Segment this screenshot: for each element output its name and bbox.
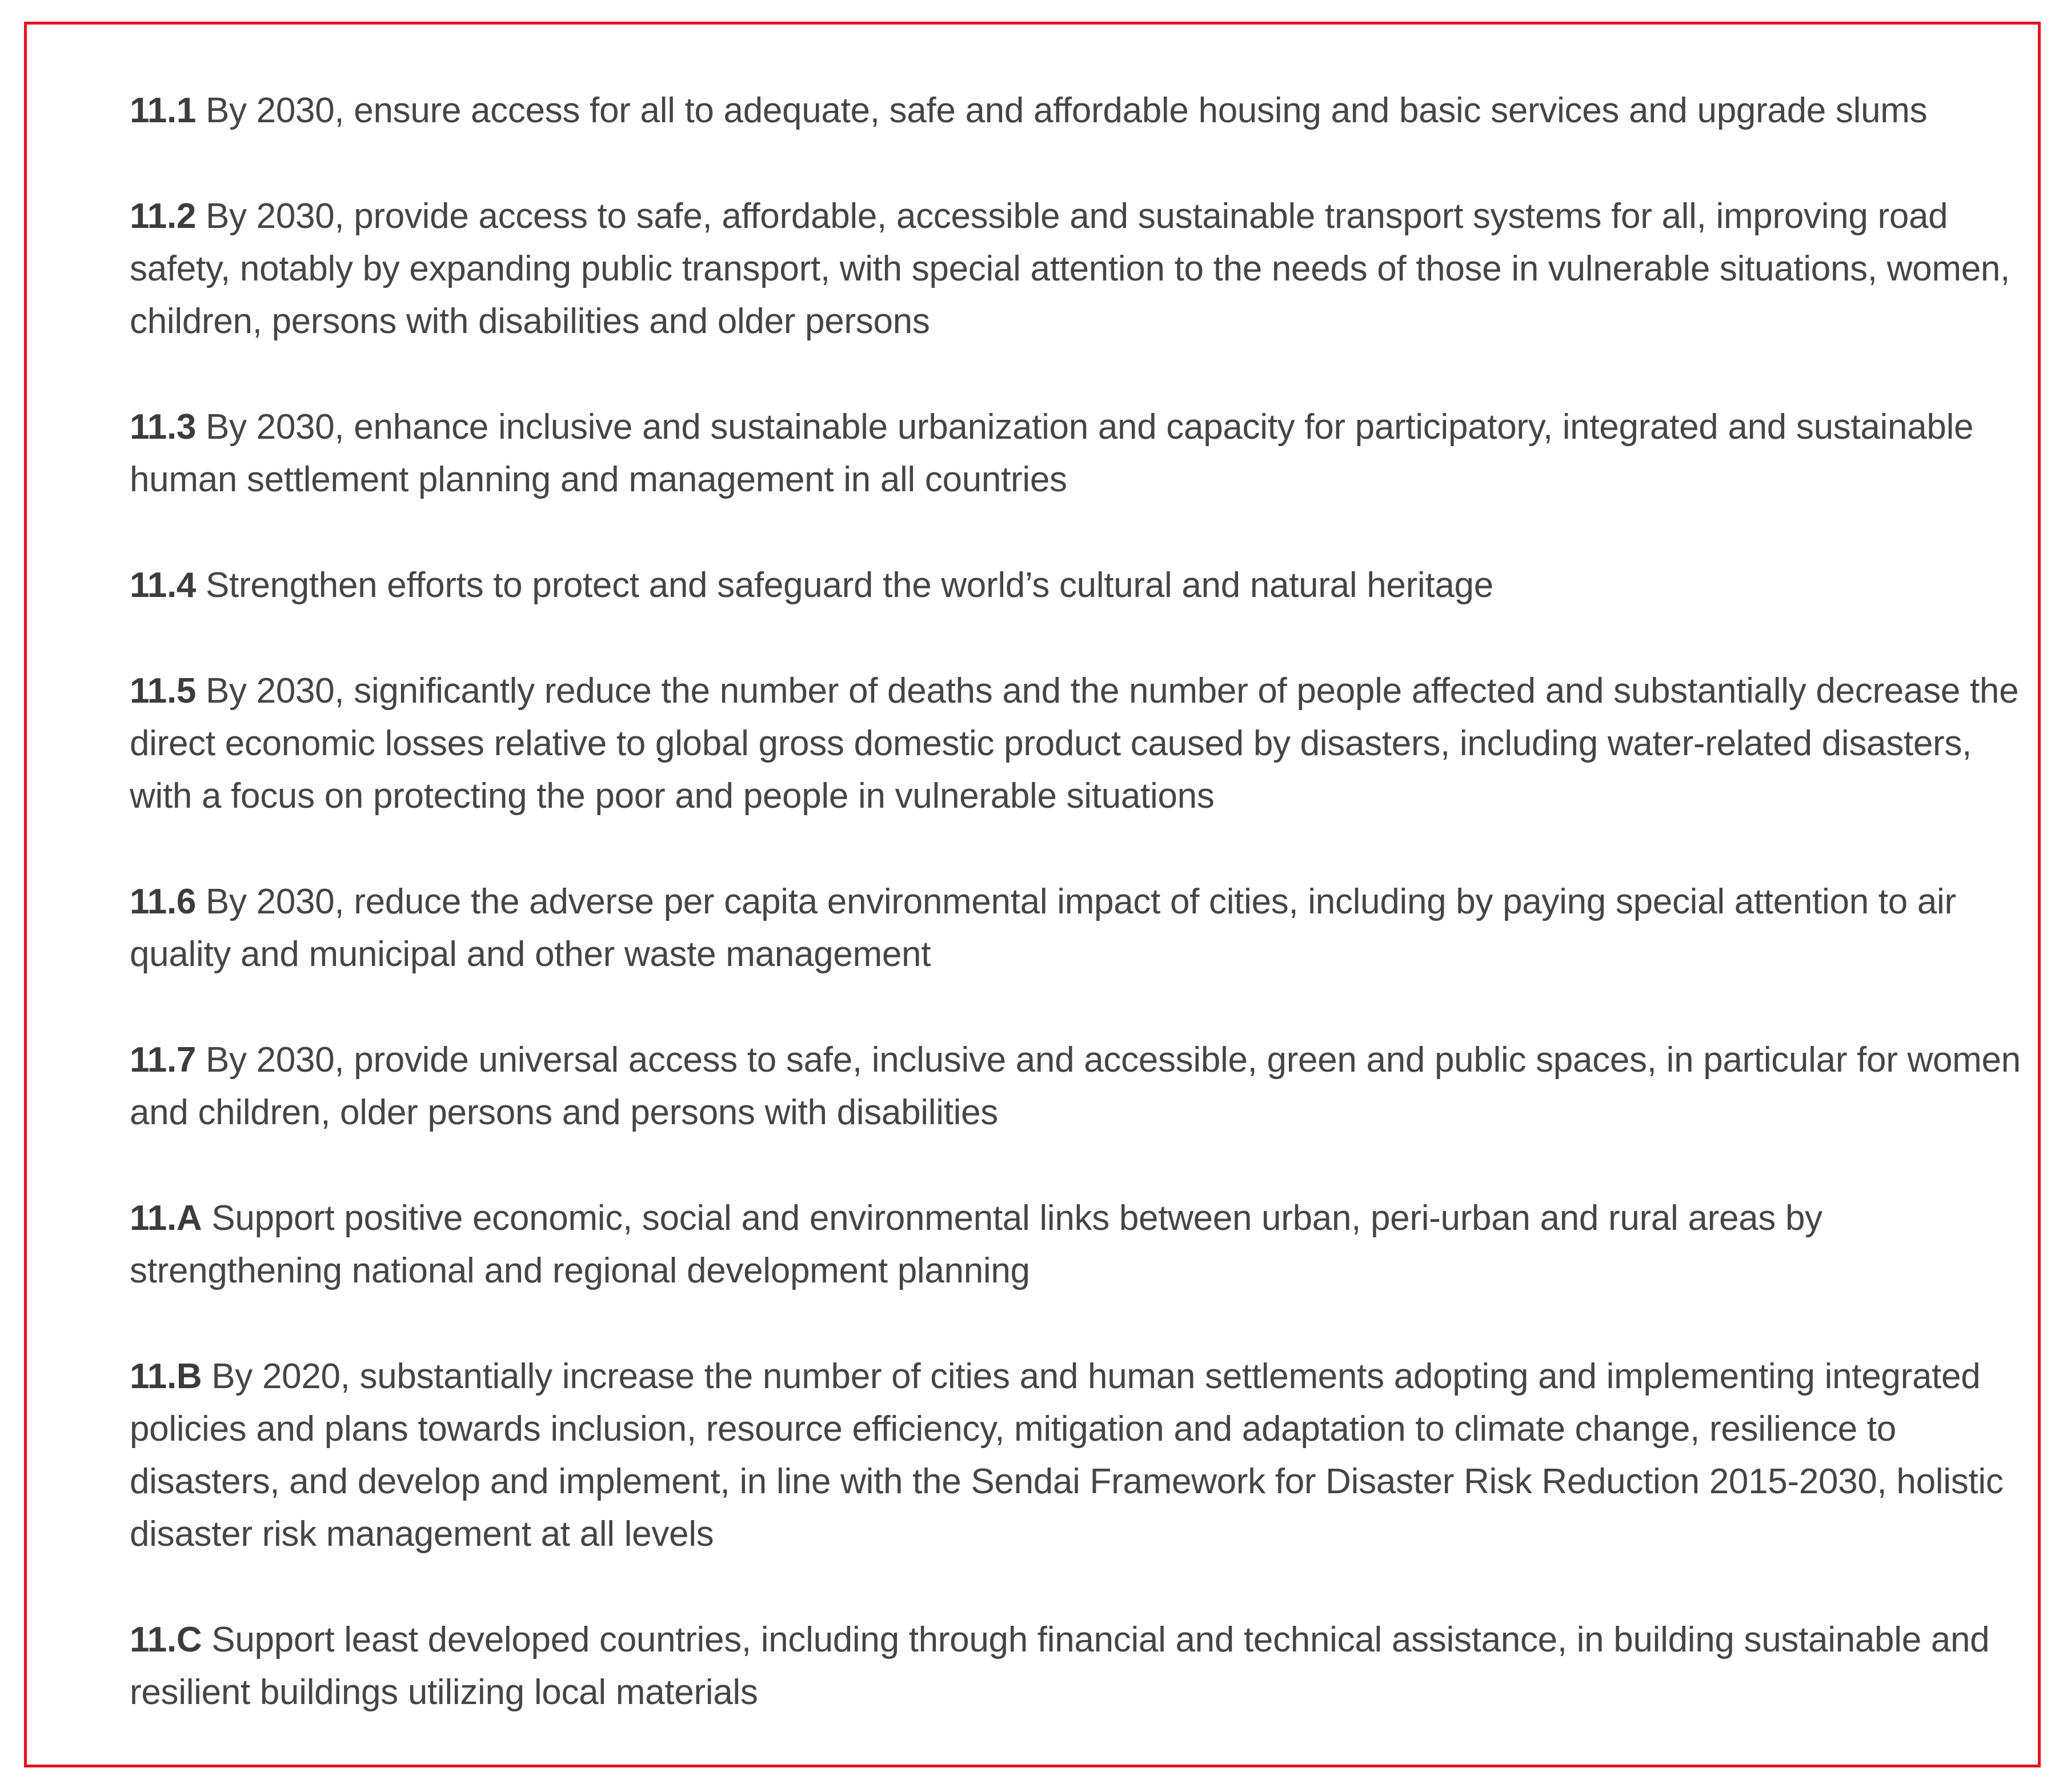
target-code: 11.2	[130, 197, 197, 236]
target-code: 11.C	[130, 1620, 202, 1659]
target-code: 11.4	[130, 566, 197, 605]
target-item-11-7	[130, 1034, 2038, 1139]
target-code: 11.B	[130, 1357, 202, 1396]
target-text: By 2030, reduce the adverse per capita environmental impact of cities, including by paying special attention to air quality and municipal and other waste management	[130, 882, 1956, 974]
target-text: By 2020, substantially increase the number of cities and human settlements adopting and implementing integrated policies and plans towards inclusion, resource efficiency, mitigation and adaptation to climate change, resilience to disasters, and develop and implement, in line with the Sendai Framework for Disaster Risk Reduction 2015-2030, holistic disaster risk management at all levels	[130, 1357, 2004, 1554]
target-code: 11.7	[130, 1040, 197, 1080]
target-item-11-6	[130, 876, 2038, 981]
target-code: 11.5	[130, 671, 197, 711]
target-text: By 2030, enhance inclusive and sustainable urbanization and capacity for participatory, integrated and sustainable human settlement planning and management in all countries	[130, 407, 1974, 499]
target-text: Support least developed countries, including through financial and technical assistance, in building sustainable and resilient buildings utilizing local materials	[130, 1620, 1990, 1712]
target-code: 11.A	[130, 1198, 202, 1238]
target-list	[130, 85, 2038, 1719]
target-text: Strengthen efforts to protect and safeguard the world’s cultural and natural heritage	[206, 566, 1493, 605]
target-code: 11.3	[130, 407, 197, 447]
target-text: Support positive economic, social and environmental links between urban, peri-urban and rural areas by strengthening national and regional development planning	[130, 1198, 1822, 1290]
target-item-11-5	[130, 665, 2038, 823]
target-text: By 2030, provide access to safe, affordable, accessible and sustainable transport systems for all, improving road safety, notably by expanding public transport, with special attention to the needs of those in vulnerable situations, women, children, persons with disabilities and older persons	[130, 197, 2010, 341]
target-item-11-b	[130, 1350, 2038, 1561]
target-item-11-3	[130, 401, 2038, 506]
highlight-frame	[24, 22, 2041, 1767]
target-item-11-4	[130, 559, 2038, 612]
target-code: 11.6	[130, 882, 197, 921]
target-item-11-1	[130, 85, 2038, 137]
target-text: By 2030, provide universal access to safe, inclusive and accessible, green and public spaces, in particular for women and children, older persons and persons with disabilities	[130, 1040, 2021, 1132]
target-item-11-c	[130, 1614, 2038, 1719]
target-item-11-2	[130, 190, 2038, 348]
target-item-11-a	[130, 1192, 2038, 1297]
target-text: By 2030, significantly reduce the number of deaths and the number of people affected and substantially decrease the direct economic losses relative to global gross domestic product caused by disasters, including water-related disasters, with a focus on protecting the poor and people in vulnerable situations	[130, 671, 2019, 816]
target-code: 11.1	[130, 91, 197, 130]
target-text: By 2030, ensure access for all to adequate, safe and affordable housing and basic services and upgrade slums	[206, 91, 1928, 130]
